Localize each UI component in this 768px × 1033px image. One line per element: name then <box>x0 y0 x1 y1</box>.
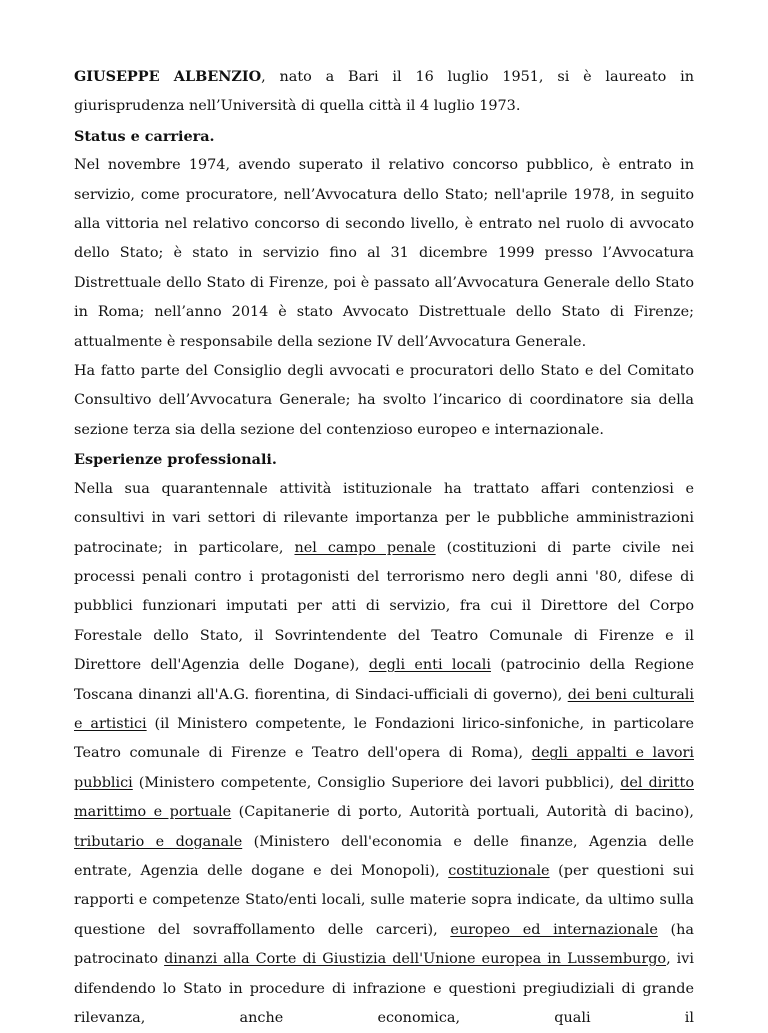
intro-paragraph <box>74 62 694 122</box>
underlined-phrase: degli appalti e lavori pubblici <box>74 745 694 791</box>
underlined-phrase: degli enti locali <box>368 657 491 674</box>
underlined-phrase: dinanzi alla Corte di Giustizia dell'Unione europea in Lussemburgo <box>164 951 667 968</box>
esperienze-text: , ivi difendendo lo Stato in procedure di infrazione e questioni pregiudiziali di grande rilevanza, anche economica, quali il <box>74 951 694 1026</box>
esperienze-text: (ha patrocinato <box>74 921 694 968</box>
underlined-phrase: del diritto marittimo e portuale <box>74 774 695 821</box>
underlined-phrase: costituzionale <box>448 862 550 879</box>
status-paragraph-2: Ha fatto parte del Consiglio degli avvocati e procuratori dello Stato e del Comitato Consultivo dell’Avvocatura Generale; ha svolto l’incarico di coordinatore sia della sezione terza sia della sezione del contenzioso europeo e internazionale. <box>74 363 694 438</box>
underlined-phrase: dei beni culturali e artistici <box>74 686 694 732</box>
esperienze-text: Nella sua quarantennale attività istituzionale ha trattato affari contenziosi e consultivi in vari settori di rilevante importanza per le pubbliche amministrazioni patrocinate; in particolare, <box>74 480 694 556</box>
esperienze-text: (Capitanerie di porto, Autorità portuali, Autorità di bacino), <box>231 804 694 821</box>
esperienze-text: (il Ministero competente, le Fondazioni lirico-sinfoniche, in particolare Teatro comunale di Firenze e Teatro dell'opera di Roma), <box>74 715 694 762</box>
underlined-phrase: nel campo penale <box>294 539 436 556</box>
esperienze-paragraph <box>74 475 694 1033</box>
heading-status: Status e carriera. <box>74 127 215 145</box>
esperienze-text: (patrocinio della Regione Toscana dinanzi all'A.G. fiorentina, di Sindaci-ufficiali di governo), <box>74 657 695 703</box>
heading-esperienze: Esperienze professionali. <box>74 451 277 469</box>
person-name: GIUSEPPE ALBENZIO <box>74 68 262 85</box>
esperienze-text: (per questioni sui rapporti e competenze Stato/enti locali, sulle materie sopra indicate, da ultimo sulla questione del sovraffollamento delle carceri), <box>74 862 694 938</box>
underlined-phrase: europeo ed internazionale <box>450 921 658 938</box>
esperienze-text: (costituzioni di parte civile nei processi penali contro i protagonisti del terrorismo nero degli anni '80, difese di pubblici funzionari imputati per atti di servizio, fra cui il Direttore del Corpo Forestale dello Stato, il Sovrintendente del Teatro Comunale di Firenze e il Direttore dell'Agenzia delle Dogane), <box>74 539 694 674</box>
esperienze-text: (Ministero competente, Consiglio Superiore dei lavori pubblici), <box>132 774 621 791</box>
intro-text: , nato a Bari il 16 luglio 1951, si è laureato in giurisprudenza nell’Università di quella città il 4 luglio 1973. <box>74 69 694 115</box>
status-paragraph-1: Nel novembre 1974, avendo superato il relativo concorso pubblico, è entrato in servizio, come procuratore, nell’Avvocatura dello Stato; nell'aprile 1978, in seguito alla vittoria nel relativo concorso di secondo livello, è entrato nel ruolo di avvocato dello Stato; è stato in servizio fino al 31 dicembre 1999 presso l’Avvocatura Distrettuale dello Stato di Firenze, poi è passato all’Avvocatura Generale dello Stato in Roma; nell’anno 2014 è stato Avvocato Distrettuale dello Stato di Firenze; attualmente è responsabile della sezione IV dell’Avvocatura Generale. <box>74 157 694 350</box>
esperienze-text: (Ministero dell'economia e delle finanze, Agenzia delle entrate, Agenzia delle dogane e dei Monopoli), <box>74 833 694 879</box>
underlined-phrase: tributario e doganale <box>74 833 243 850</box>
